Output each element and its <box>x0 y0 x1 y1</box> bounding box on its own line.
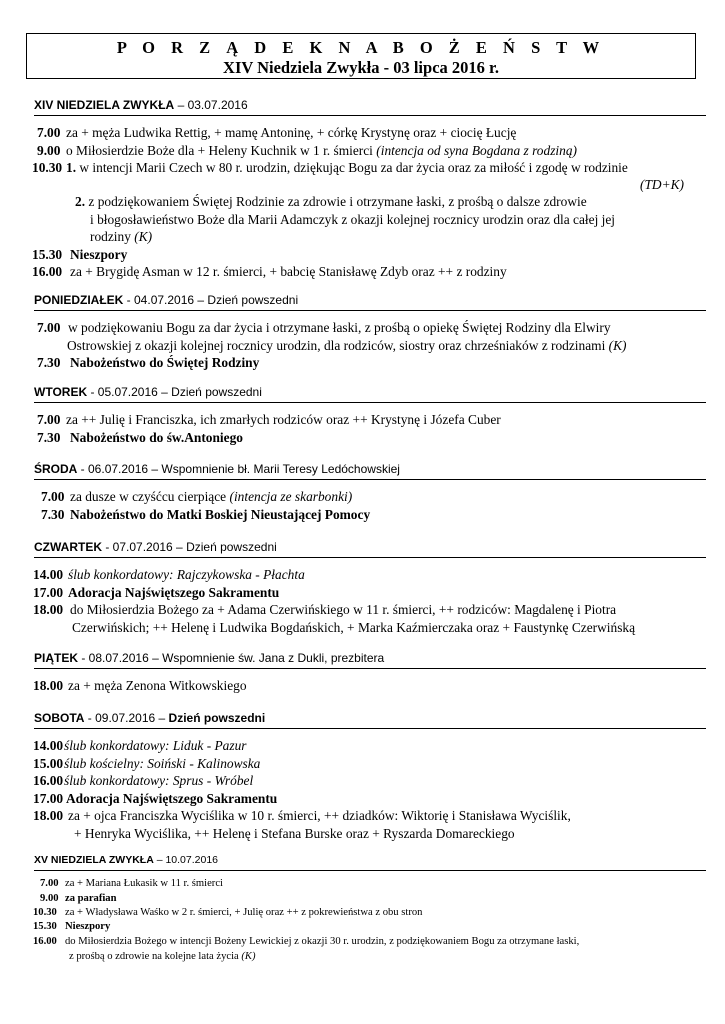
mass-time: 18.00 <box>33 602 64 617</box>
intention-note: (K) <box>241 951 256 962</box>
intention-line <box>33 584 279 602</box>
intention-line <box>33 566 305 584</box>
intention-line <box>32 246 127 264</box>
day-name: XIV NIEDZIELA ZWYKŁA <box>34 98 175 112</box>
mass-time: 7.00 <box>37 125 61 140</box>
mass-time: 18.00 <box>33 808 64 823</box>
service-name: Adoracja Najświętszego Sakramentu <box>68 585 280 600</box>
intention-text: o Miłosierdzie Boże dla + Heleny Kuchnik w 1 r. śmierci <box>66 143 377 158</box>
mass-time: 7.00 <box>37 320 61 335</box>
mass-time: 14.00 <box>33 567 64 582</box>
day-date: - 06.07.2016 – Wspomnienie bł. Marii Teresy Ledóchowskiej <box>77 462 400 476</box>
intention-number: 1. <box>66 160 77 175</box>
intention-note: (intencja ze skarbonki) <box>229 489 353 504</box>
mass-time: 18.00 <box>33 678 64 693</box>
intention-text: z prośbą o zdrowie na kolejne lata życia <box>69 951 242 962</box>
day-date: - 09.07.2016 – <box>84 711 169 725</box>
page-title: P O R Z Ą D E K N A B O Ż E Ń S T W <box>116 38 606 57</box>
mass-time: 7.30 <box>37 355 61 370</box>
intention-note: ślub kościelny: Soiński - Kalinowska <box>64 756 261 771</box>
day-header <box>34 853 706 871</box>
intention-text: do Miłosierdzia Bożego za + Adama Czerwińskiego w 11 r. śmierci, ++ rodziców: Magdalenę i Piotra <box>70 602 617 617</box>
intention-text: za + Mariana Łukasik w 11 r. śmierci <box>65 878 223 889</box>
intention-line <box>90 228 152 246</box>
mass-time: 7.00 <box>37 412 61 427</box>
service-name: Nieszpory <box>70 247 128 262</box>
day-header <box>34 651 706 669</box>
mass-time: 17.00 <box>33 585 64 600</box>
day-name: CZWARTEK <box>34 540 102 554</box>
intention-line <box>37 354 259 372</box>
intention-text: Ostrowskiej z okazji kolejnej rocznicy urodzin, dla rodziców, siostry oraz chrześniaków z rodzinami <box>67 338 609 353</box>
intention-line <box>640 176 684 194</box>
intention-line <box>33 737 247 755</box>
intention-line <box>37 124 516 142</box>
intention-line <box>40 892 117 906</box>
mass-time: 7.00 <box>40 878 59 889</box>
intention-note: (intencja od syna Bogdana z rodziną) <box>376 143 577 158</box>
intention-line <box>90 211 615 229</box>
intention-text: w intencji Marii Czech w 80 r. urodzin, dziękując Bogu za dar życia oraz za miłość i zgodę w rodzinie <box>79 160 628 175</box>
mass-time: 14.00 <box>33 738 64 753</box>
intention-line <box>33 790 277 808</box>
mass-time: 17.00 <box>33 791 64 806</box>
intention-note: (K) <box>134 229 153 244</box>
intention-note: ślub konkordatowy: Sprus - Wróbel <box>64 773 254 788</box>
day-date: – 10.07.2016 <box>153 854 219 866</box>
service-name: za parafian <box>65 893 117 904</box>
mass-time: 10.30 <box>33 907 57 918</box>
mass-time: 15.30 <box>32 247 63 262</box>
mass-time: 7.30 <box>41 507 65 522</box>
day-header <box>34 540 706 558</box>
intention-text: za ++ Julię i Franciszka, ich zmarłych rodziców oraz ++ Krystynę i Józefa Cuber <box>66 412 501 427</box>
mass-time: 16.00 <box>33 936 57 947</box>
intention-text: i błogosławieństwo Boże dla Marii Adamczyk z okazji kolejnej rocznicy urodzin oraz dla całej jej <box>90 212 616 227</box>
header-box <box>26 33 696 79</box>
intention-line <box>67 337 627 355</box>
intention-text: do Miłosierdzia Bożego w intencji Bożeny Lewickiej z okazji 30 r. urodzin, z podziękowaniem Bogu za otrzymane łaski, <box>65 936 580 947</box>
intention-note: ślub konkordatowy: Liduk - Pazur <box>64 738 247 753</box>
mass-time: 10.30 <box>32 160 63 175</box>
intention-line <box>37 319 611 337</box>
intention-line <box>69 950 256 964</box>
intention-line <box>33 906 422 920</box>
intention-text: za + Brygidę Asman w 12 r. śmierci, + babcię Stanisławę Zdyb oraz ++ z rodziny <box>70 264 507 279</box>
intention-line <box>32 263 507 281</box>
intention-line <box>40 877 223 891</box>
intention-line <box>32 159 628 177</box>
day-note: Dzień powszedni <box>168 711 266 725</box>
intention-text: za + ojca Franciszka Wyciślika w 10 r. śmierci, ++ dziadków: Wiktorię i Stanisława Wyciślik, <box>68 808 571 823</box>
intention-number: 2. <box>75 194 86 209</box>
intention-line <box>37 411 501 429</box>
intention-text: z podziękowaniem Świętej Rodzinie za zdrowie i otrzymane łaski, z prośbą o dalsze zdrowie <box>88 194 587 209</box>
day-name: PONIEDZIAŁEK <box>34 293 124 307</box>
day-header <box>34 462 706 480</box>
day-header <box>34 385 706 403</box>
day-date: - 07.07.2016 – Dzień powszedni <box>102 540 277 554</box>
intention-note: ślub konkordatowy: Rajczykowska - Płachta <box>68 567 305 582</box>
intention-line <box>41 506 370 524</box>
mass-time: 9.00 <box>40 893 59 904</box>
intention-text: rodziny <box>90 229 135 244</box>
mass-time: 9.00 <box>37 143 61 158</box>
intention-line <box>74 825 515 843</box>
intention-text: za dusze w czyśćcu cierpiące <box>70 489 230 504</box>
intention-line <box>37 429 243 447</box>
service-name: Nieszpory <box>65 921 111 932</box>
intention-text: za + Władysława Waśko w 2 r. śmierci, + Julię oraz ++ z pokrewieństwa z obu stron <box>65 907 423 918</box>
mass-time: 7.30 <box>37 430 61 445</box>
intention-line <box>33 807 571 825</box>
page-subtitle: XIV Niedziela Zwykła - 03 lipca 2016 r. <box>223 58 499 77</box>
intention-line <box>72 619 635 637</box>
intention-line <box>41 488 352 506</box>
day-name: WTOREK <box>34 385 88 399</box>
intention-note: (TD+K) <box>640 177 685 192</box>
mass-time: 7.00 <box>41 489 65 504</box>
mass-time: 15.00 <box>33 756 64 771</box>
day-name: ŚRODA <box>34 462 78 476</box>
day-name: SOBOTA <box>34 711 85 725</box>
intention-text: w podziękowaniu Bogu za dar życia i otrzymane łaski, z prośbą o opiekę Świętej Rodziny dla Elwiry <box>68 320 611 335</box>
day-name: XV NIEDZIELA ZWYKŁA <box>34 854 154 866</box>
day-date: - 04.07.2016 – Dzień powszedni <box>123 293 299 307</box>
intention-line <box>33 935 579 949</box>
intention-text: za + męża Zenona Witkowskiego <box>68 678 247 693</box>
service-name: Nabożeństwo do Świętej Rodziny <box>70 355 260 370</box>
mass-time: 16.00 <box>32 264 63 279</box>
mass-time: 16.00 <box>33 773 64 788</box>
service-name: Nabożeństwo do Matki Boskiej Nieustającej Pomocy <box>70 507 371 522</box>
intention-text: Czerwińskich; ++ Helenę i Ludwika Bogdańskich, + Marka Kaźmierczaka oraz + Faustynkę Czerwińską <box>72 620 636 635</box>
day-header <box>34 711 706 729</box>
intention-line <box>33 920 110 934</box>
intention-line <box>33 772 253 790</box>
day-date: - 08.07.2016 – Wspomnienie św. Jana z Dukli, prezbitera <box>78 651 385 665</box>
mass-time: 15.30 <box>33 921 57 932</box>
intention-line <box>37 142 577 160</box>
service-name: Adoracja Najświętszego Sakramentu <box>66 791 278 806</box>
day-header <box>34 293 706 311</box>
intention-line <box>75 193 587 211</box>
intention-text: + Henryka Wyciślika, ++ Helenę i Stefana Burske oraz + Ryszarda Domareckiego <box>74 826 515 841</box>
intention-line <box>33 755 260 773</box>
intention-line <box>33 601 616 619</box>
intention-note: (K) <box>608 338 627 353</box>
day-name: PIĄTEK <box>34 651 79 665</box>
service-name: Nabożeństwo do św.Antoniego <box>70 430 243 445</box>
day-date: – 03.07.2016 <box>174 98 248 112</box>
intention-text: za + męża Ludwika Rettig, + mamę Antoninę, + córkę Krystynę oraz + ciocię Łucję <box>66 125 517 140</box>
day-date: - 05.07.2016 – Dzień powszedni <box>87 385 262 399</box>
day-header <box>34 98 706 116</box>
intention-line <box>33 677 247 695</box>
